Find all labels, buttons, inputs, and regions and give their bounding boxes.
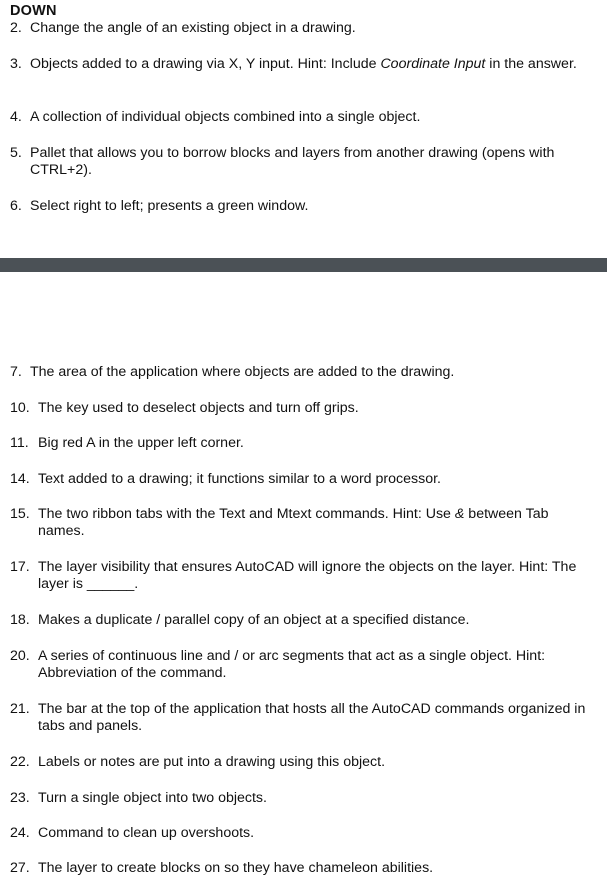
clue-text: The layer visibility that ensures AutoCAD will ignore the objects on the layer. Hint: The layer is ______. <box>38 559 577 592</box>
clue-7 <box>10 364 597 381</box>
clue-17 <box>10 559 597 593</box>
clue-23 <box>10 790 597 807</box>
clue-number: 17. <box>10 559 30 575</box>
clue-text: The bar at the top of the application that hosts all the AutoCAD commands organized in tabs and panels. <box>38 701 586 734</box>
clue-20 <box>10 648 597 682</box>
clue-number: 11. <box>10 435 29 451</box>
clue-2 <box>10 20 597 37</box>
clue-27 <box>10 860 597 877</box>
clue-text: Select right to left; presents a green window. <box>30 198 309 214</box>
clue-number: 6. <box>10 198 22 214</box>
clue-24 <box>10 825 597 842</box>
clue-text: The area of the application where objects are added to the drawing. <box>30 364 455 380</box>
clue-18 <box>10 612 597 629</box>
clue-text: Change the angle of an existing object in a drawing. <box>30 20 356 36</box>
clue-text: Pallet that allows you to borrow blocks and layers from another drawing (opens with CTRL+2). <box>30 145 555 178</box>
clue-14 <box>10 471 597 488</box>
clue-text: A series of continuous line and / or arc segments that act as a single object. Hint: Abbreviation of the command. <box>38 648 546 681</box>
section-heading: DOWN <box>10 3 57 19</box>
clue-emphasis: Coordinate Input <box>380 56 486 72</box>
clue-text: Command to clean up overshoots. <box>38 825 255 841</box>
clue-number: 20. <box>10 648 30 664</box>
clue-emphasis: & <box>454 506 465 522</box>
clue-number: 10. <box>10 400 30 416</box>
clue-text: Big red A in the upper left corner. <box>38 435 244 451</box>
clue-10 <box>10 400 597 417</box>
clue-text: Text added to a drawing; it functions similar to a word processor. <box>38 471 441 487</box>
clue-text: The key used to deselect objects and turn off grips. <box>38 400 359 416</box>
clue-15 <box>10 506 597 540</box>
clue-6 <box>10 198 597 215</box>
clue-text: A collection of individual objects combined into a single object. <box>30 109 421 125</box>
clue-text-end: between Tab names. <box>38 506 549 539</box>
clue-number: 15. <box>10 506 30 522</box>
clue-number: 3. <box>10 56 22 72</box>
clue-4 <box>10 109 597 126</box>
clue-number: 27. <box>10 860 30 876</box>
clue-text: Objects added to a drawing via X, Y input. Hint: Include <box>30 56 381 72</box>
clue-number: 22. <box>10 754 30 770</box>
page-separator <box>0 258 607 272</box>
clue-5 <box>10 145 597 179</box>
clue-number: 5. <box>10 145 22 161</box>
clue-22 <box>10 754 597 771</box>
clue-text: Labels or notes are put into a drawing using this object. <box>38 754 386 770</box>
clue-text: The layer to create blocks on so they have chameleon abilities. <box>38 860 434 876</box>
clue-number: 2. <box>10 20 22 36</box>
clue-number: 7. <box>10 364 22 380</box>
clue-text: Turn a single object into two objects. <box>38 790 267 806</box>
clue-text: Makes a duplicate / parallel copy of an object at a specified distance. <box>38 612 470 628</box>
clue-number: 4. <box>10 109 22 125</box>
clue-text: The two ribbon tabs with the Text and Mtext commands. Hint: Use <box>38 506 455 522</box>
clue-number: 14. <box>10 471 30 487</box>
clue-11 <box>10 435 597 452</box>
clue-number: 18. <box>10 612 30 628</box>
clue-text-end: in the answer. <box>485 56 577 72</box>
clue-3 <box>10 56 597 73</box>
clue-number: 23. <box>10 790 30 806</box>
clue-21 <box>10 701 597 735</box>
clue-number: 21. <box>10 701 30 717</box>
clue-number: 24. <box>10 825 30 841</box>
